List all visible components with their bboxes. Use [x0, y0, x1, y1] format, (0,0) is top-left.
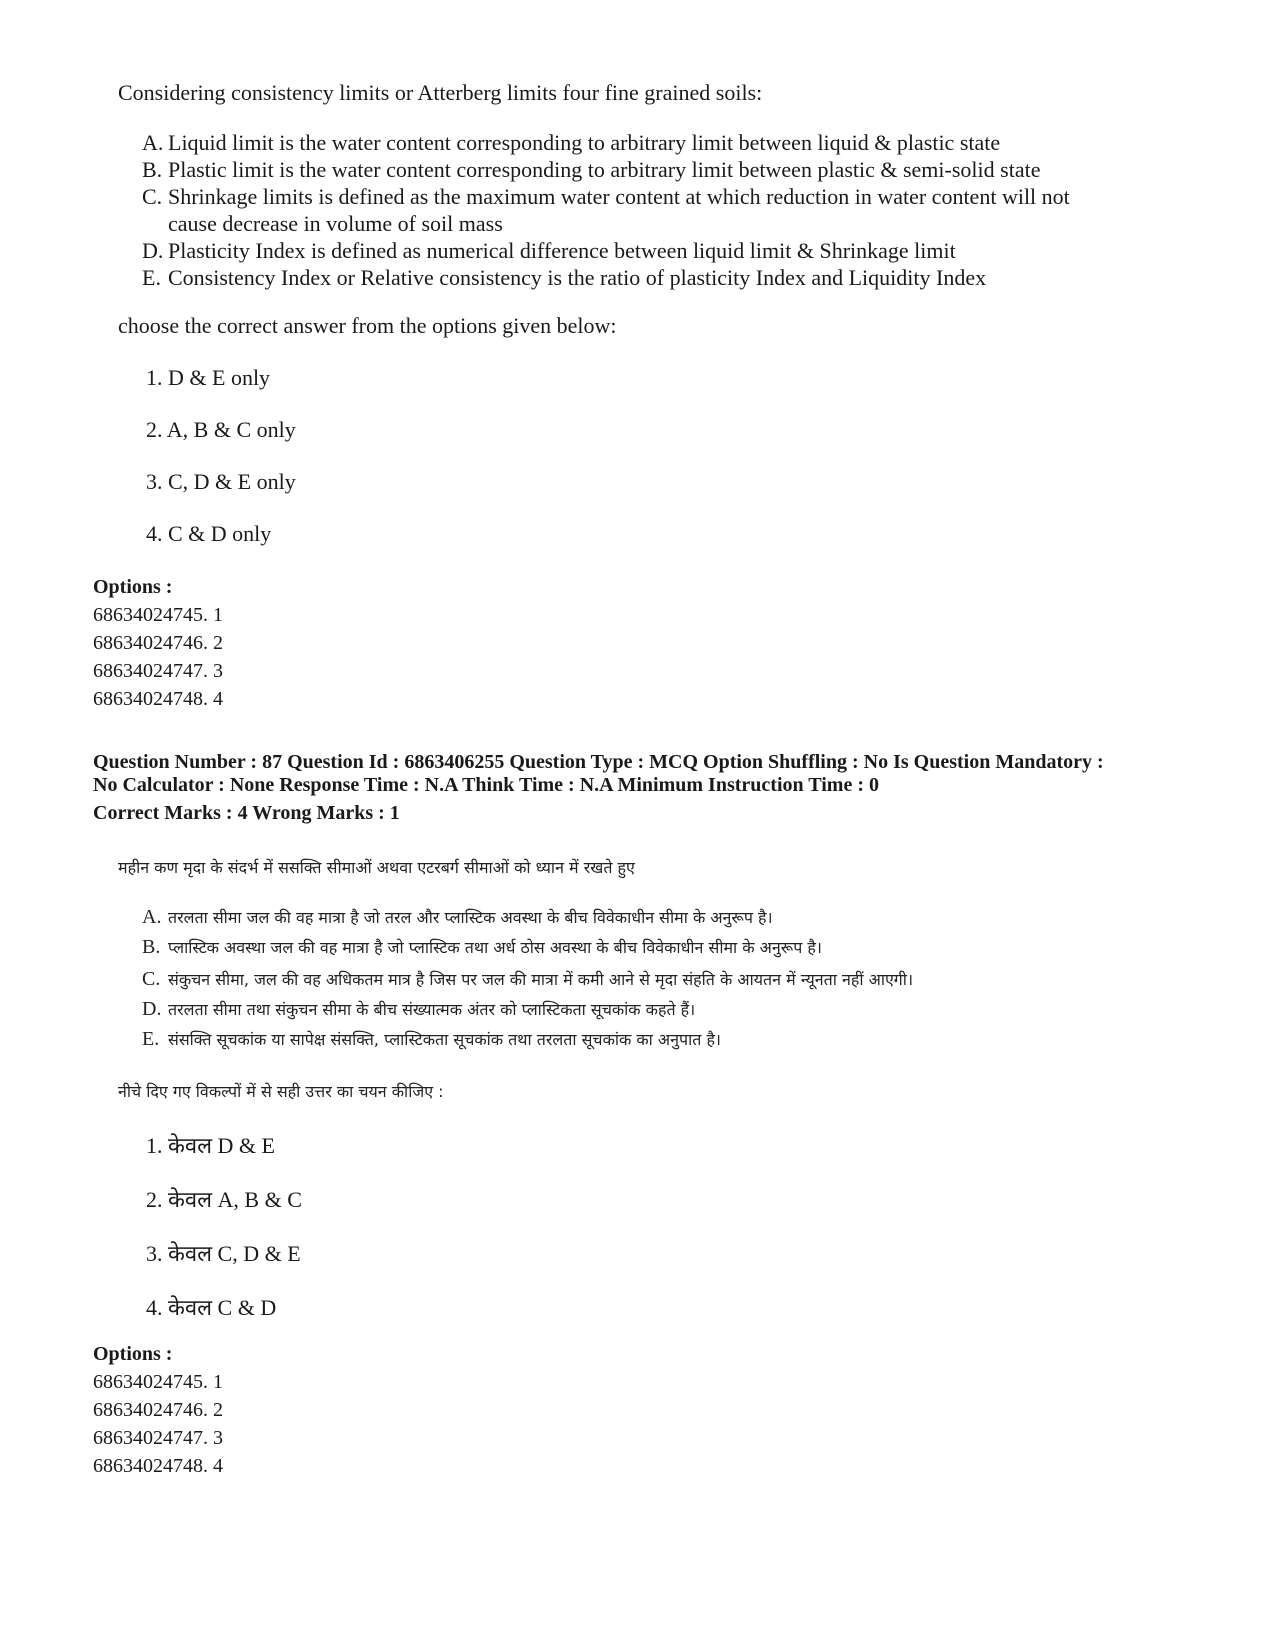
statement-text: cause decrease in volume of soil mass [168, 211, 503, 236]
q86-statement-e [142, 265, 986, 291]
q87-meta-line-2: No Calculator : None Response Time : N.A Think Time : N.A Minimum Instruction Time : 0 [93, 774, 879, 796]
q86-statement-d [142, 238, 956, 264]
q87-choice-2: 2. केवल A, B & C [146, 1187, 302, 1212]
q87-choose-instruction: नीचे दिए गए विकल्पों में से सही उत्तर का चयन कीजिए : [118, 1082, 444, 1101]
statement-text: संसक्ति सूचकांक या सापेक्ष संसक्ति, प्लास्टिकता सूचकांक तथा तरलता सूचकांक का अनुपात है। [168, 1030, 721, 1049]
q86-statement-c-continued [142, 211, 503, 237]
q87-statement-c [142, 968, 913, 991]
q87-options-label: Options : [93, 1343, 173, 1365]
q86-statement-a [142, 130, 1000, 156]
q87-option-id-4: 68634024748. 4 [93, 1455, 223, 1477]
q87-choice-3: 3. केवल C, D & E [146, 1241, 301, 1266]
q87-meta-line-1: Question Number : 87 Question Id : 6863406255 Question Type : MCQ Option Shuffling : No Is Question Mandatory : [93, 751, 1104, 773]
q87-marks: Correct Marks : 4 Wrong Marks : 1 [93, 802, 400, 824]
q86-choice-4: 4. C & D only [146, 521, 272, 546]
q86-option-id-1: 68634024745. 1 [93, 604, 223, 626]
q87-option-id-3: 68634024747. 3 [93, 1427, 223, 1449]
statement-letter: D. [142, 998, 162, 1020]
q86-statement-b [142, 157, 1040, 183]
q87-intro: महीन कण मृदा के संदर्भ में ससक्ति सीमाओं अथवा एटरबर्ग सीमाओं को ध्यान में रखते हुए [118, 858, 635, 877]
statement-letter: A. [142, 130, 164, 155]
q86-option-id-2: 68634024746. 2 [93, 632, 223, 654]
statement-text: Liquid limit is the water content corresponding to arbitrary limit between liquid & plastic state [168, 130, 1001, 155]
q86-options-label: Options : [93, 576, 173, 598]
q87-choice-1: 1. केवल D & E [146, 1133, 275, 1158]
statement-text: संकुचन सीमा, जल की वह अधिकतम मात्र है जिस पर जल की मात्रा में कमी आने से मृदा संहति के आयतन में न्यूनता नहीं आएगी। [168, 970, 914, 989]
q87-option-id-1: 68634024745. 1 [93, 1371, 223, 1393]
q86-choice-2: 2. A, B & C only [146, 417, 296, 442]
statement-text: Consistency Index or Relative consistency is the ratio of plasticity Index and Liquidity Index [168, 265, 987, 290]
q87-statement-e [142, 1028, 721, 1051]
statement-text: Plasticity Index is defined as numerical difference between liquid limit & Shrinkage limit [168, 238, 956, 263]
q87-statement-b [142, 936, 822, 959]
statement-text: तरलता सीमा तथा संकुचन सीमा के बीच संख्यात्मक अंतर को प्लास्टिकता सूचकांक कहते हैं। [168, 1000, 696, 1019]
statement-letter: C. [142, 184, 163, 209]
q86-intro: Considering consistency limits or Atterberg limits four fine grained soils: [118, 80, 763, 105]
q86-option-id-3: 68634024747. 3 [93, 660, 223, 682]
statement-letter: C. [142, 968, 161, 990]
statement-letter: B. [142, 157, 163, 182]
statement-letter: D. [142, 238, 164, 263]
statement-text: प्लास्टिक अवस्था जल की वह मात्रा है जो प्लास्टिक तथा अर्ध ठोस अवस्था के बीच विवेकाधीन सीमा के अनुरूप है। [168, 938, 822, 957]
q86-option-id-4: 68634024748. 4 [93, 688, 223, 710]
q87-statement-a [142, 906, 773, 929]
statement-text: Plastic limit is the water content corresponding to arbitrary limit between plastic & semi-solid state [168, 157, 1041, 182]
q86-choice-3: 3. C, D & E only [146, 469, 296, 494]
q87-choice-4: 4. केवल C & D [146, 1295, 277, 1320]
q86-choose-instruction: choose the correct answer from the options given below: [118, 313, 617, 338]
statement-letter: E. [142, 1028, 160, 1050]
q87-option-id-2: 68634024746. 2 [93, 1399, 223, 1421]
statement-text: Shrinkage limits is defined as the maximum water content at which reduction in water content will not [168, 184, 1070, 209]
statement-letter: B. [142, 936, 161, 958]
q87-statement-d [142, 998, 695, 1021]
q86-choice-1: 1. D & E only [146, 365, 271, 390]
statement-text: तरलता सीमा जल की वह मात्रा है जो तरल और प्लास्टिक अवस्था के बीच विवेकाधीन सीमा के अनुरूप है। [168, 908, 773, 927]
q86-statement-c [142, 184, 1070, 210]
statement-letter: E. [142, 265, 161, 290]
statement-letter: A. [142, 906, 162, 928]
